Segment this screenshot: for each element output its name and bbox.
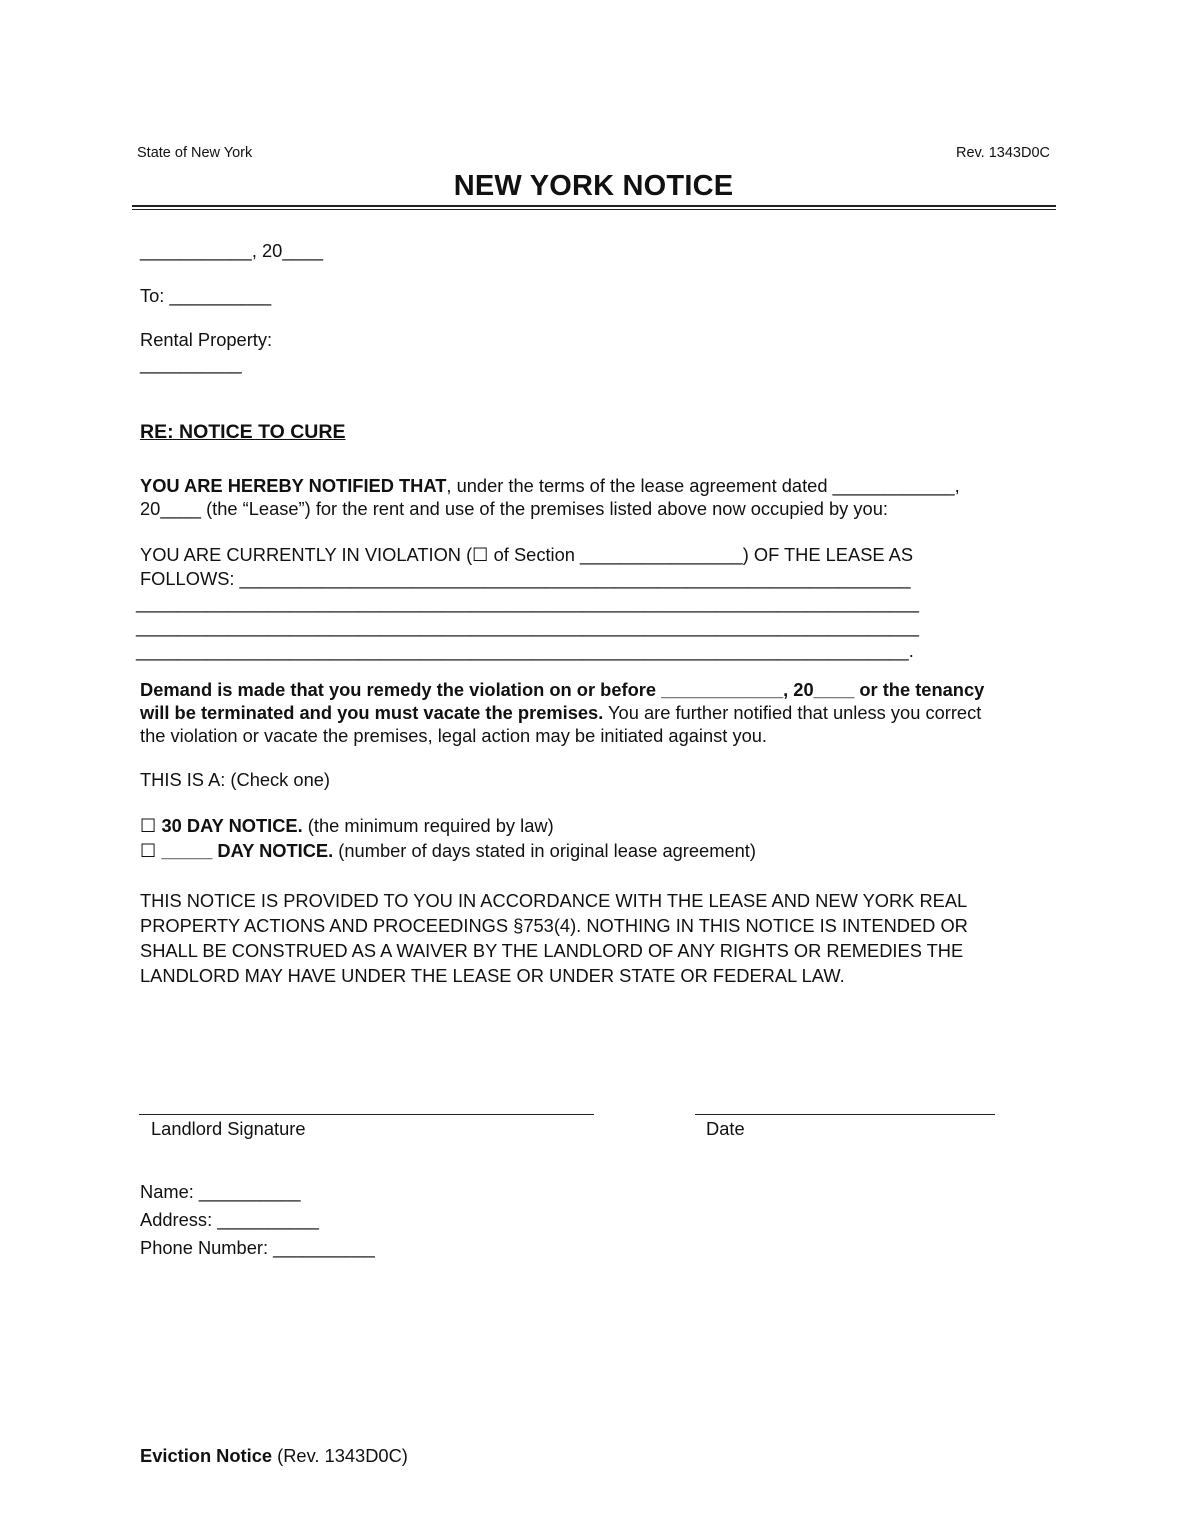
date-field: ___________, 20____ bbox=[140, 240, 323, 261]
rental-property-blank: __________ bbox=[140, 353, 242, 374]
name-field: Name: __________ bbox=[140, 1181, 301, 1202]
check-intro: THIS IS A: (Check one) bbox=[140, 769, 330, 790]
checkbox-30-day[interactable]: ☐ bbox=[140, 815, 157, 836]
legal-line-1: THIS NOTICE IS PROVIDED TO YOU IN ACCORDANCE WITH THE LEASE AND NEW YORK REAL bbox=[140, 890, 968, 911]
demand-line-3: the violation or vacate the premises, legal action may be initiated against you. bbox=[140, 725, 767, 746]
phone-field: Phone Number: __________ bbox=[140, 1237, 375, 1258]
option-30-day-note: (the minimum required by law) bbox=[302, 815, 554, 836]
demand-line-1 bbox=[140, 678, 984, 702]
notified-rest: , under the terms of the lease agreement dated ____________, bbox=[446, 475, 960, 496]
notified-line-2: 20____ (the “Lease”) for the rent and use of the premises listed above now occupied by you: bbox=[140, 498, 888, 519]
title-rule-thin bbox=[132, 209, 1056, 210]
legal-line-2: PROPERTY ACTIONS AND PROCEEDINGS §753(4). NOTHING IN THIS NOTICE IS INTENDED OR bbox=[140, 915, 968, 936]
address-field: Address: __________ bbox=[140, 1209, 319, 1230]
violation-line-4: _____________________________________________________________________________ bbox=[136, 616, 919, 637]
footer-bold: Eviction Notice bbox=[140, 1445, 273, 1466]
revision-label: Rev. 1343D0C bbox=[955, 145, 1050, 161]
violation-line-5: ____________________________________________________________________________. bbox=[136, 640, 914, 661]
footer-rest: (Rev. 1343D0C) bbox=[272, 1445, 408, 1466]
demand-rest-2: You are further notified that unless you correct bbox=[603, 702, 982, 723]
landlord-signature-line[interactable] bbox=[139, 1114, 594, 1115]
to-field: To: __________ bbox=[140, 285, 272, 306]
date-signature-line[interactable] bbox=[695, 1114, 995, 1115]
option-custom-day[interactable] bbox=[140, 839, 756, 863]
violation-line-3: _____________________________________________________________________________ bbox=[136, 592, 919, 613]
violation-line-2: FOLLOWS: __________________________________________________________________ bbox=[140, 568, 911, 589]
demand-bold-1: Demand is made that you remedy the violation on or before ____________, 20____ or the tenancy bbox=[140, 679, 985, 700]
date-label: Date bbox=[706, 1118, 745, 1139]
page-title: NEW YORK NOTICE bbox=[453, 170, 734, 202]
demand-line-2 bbox=[140, 701, 981, 725]
landlord-signature-label: Landlord Signature bbox=[151, 1118, 306, 1139]
option-30-day[interactable] bbox=[140, 814, 554, 838]
notified-lead: YOU ARE HEREBY NOTIFIED THAT bbox=[140, 475, 447, 496]
legal-line-4: LANDLORD MAY HAVE UNDER THE LEASE OR UNDER STATE OR FEDERAL LAW. bbox=[140, 965, 845, 986]
checkbox-custom-day[interactable]: ☐ bbox=[140, 840, 157, 861]
option-30-day-label: 30 DAY NOTICE. bbox=[161, 815, 303, 836]
violation-line-1: YOU ARE CURRENTLY IN VIOLATION (☐ of Section ________________) OF THE LEASE AS bbox=[140, 544, 914, 565]
re-heading: RE: NOTICE TO CURE bbox=[140, 421, 346, 443]
title-rule-thick bbox=[132, 205, 1056, 207]
rental-property-label: Rental Property: bbox=[140, 329, 273, 350]
state-label: State of New York bbox=[137, 145, 253, 161]
option-custom-day-label: _____ DAY NOTICE. bbox=[161, 840, 334, 861]
demand-bold-2: will be terminated and you must vacate the premises. bbox=[140, 702, 604, 723]
legal-line-3: SHALL BE CONSTRUED AS A WAIVER BY THE LANDLORD OF ANY RIGHTS OR REMEDIES THE bbox=[140, 940, 964, 961]
footer bbox=[140, 1444, 408, 1468]
notified-line-1 bbox=[140, 474, 960, 498]
option-custom-day-note: (number of days stated in original lease agreement) bbox=[333, 840, 756, 861]
